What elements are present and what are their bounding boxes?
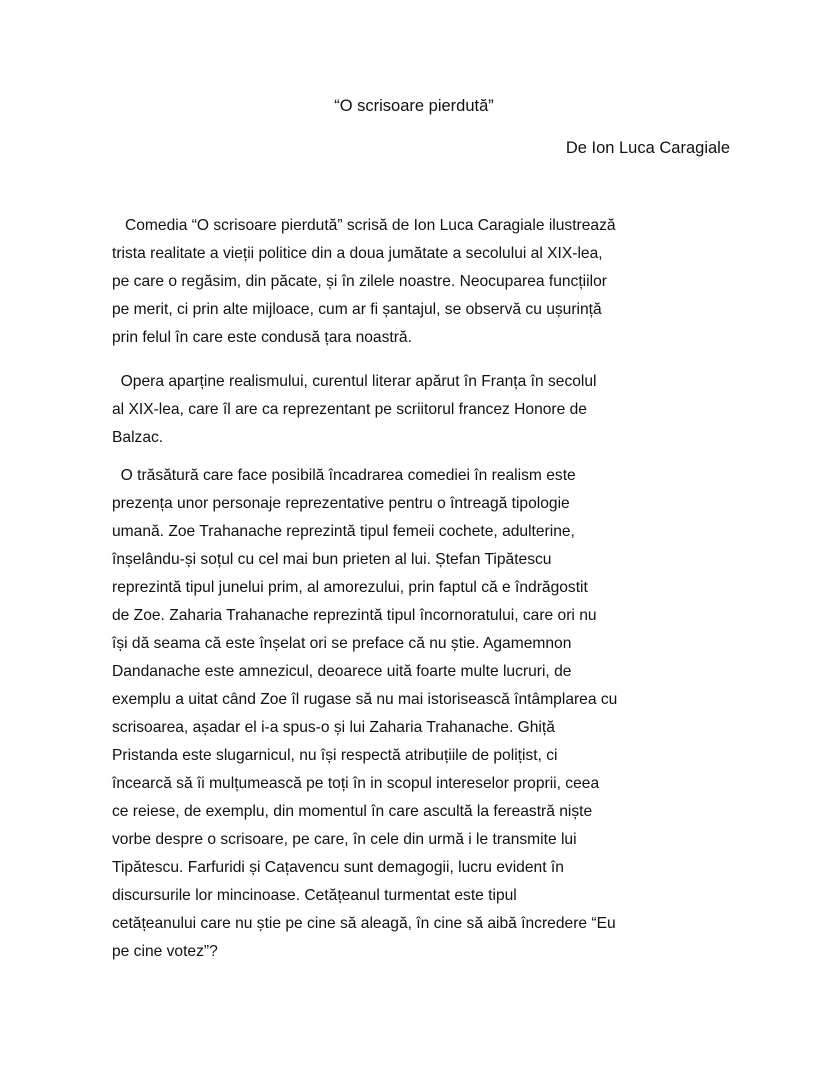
text-line: pe merit, ci prin alte mijloace, cum ar fi șantajul, se observă cu ușurință [112,301,602,318]
text-line: prin felul în care este condusă țara noastră. [112,329,412,346]
text-line: Comedia “O scrisoare pierdută” scrisă de Ion Luca Caragiale ilustrează [112,217,616,234]
text-line: încearcă să îi mulțumească pe toți în in scopul intereselor proprii, ceea [112,775,600,792]
text-line: Tipătescu. Farfuridi și Cațavencu sunt demagogii, lucru evident în [112,859,564,876]
text-line: pe cine votez”? [112,943,218,960]
text-line: vorbe despre o scrisoare, pe care, în cele din urmă i le transmite lui [112,831,577,848]
text-line: de Zoe. Zaharia Trahanache reprezintă tipul încornoratului, care ori nu [112,607,597,624]
text-line: Dandanache este amnezicul, deoarece uită foarte multe lucruri, de [112,663,572,680]
text-line: exemplu a uitat când Zoe îl rugase să nu mai istorisească întâmplarea cu [112,691,618,708]
text-line: reprezintă tipul junelui prim, al amorezului, prin faptul că e îndrăgostit [112,579,588,596]
document-title: “O scrisoare pierdută” [334,97,494,115]
text-line: își dă seama că este înșelat ori se preface că nu știe. Agamemnon [112,635,572,652]
text-line: scrisoarea, așadar el i-a spus-o și lui Zaharia Trahanache. Ghiță [112,719,555,736]
text-line: umană. Zoe Trahanache reprezintă tipul femeii cochete, adulterine, [112,523,575,540]
text-line: Opera aparține realismului, curentul literar apărut în Franța în secolul [112,373,597,390]
text-line: pe care o regăsim, din păcate, și în zilele noastre. Neocuparea funcțiilor [112,273,607,290]
paragraph-characters [112,462,752,966]
text-line: ce reiese, de exemplu, din momentul în care ascultă la fereastră niște [112,803,593,820]
text-line: cetățeanului care nu știe pe cine să aleagă, în cine să aibă încredere “Eu [112,915,616,932]
text-line: discursurile lor mincinoase. Cetățeanul turmentat este tipul [112,887,517,904]
text-line: trista realitate a vieții politice din a doua jumătate a secolului al XIX-lea, [112,245,603,262]
text-line: Pristanda este slugarnicul, nu își respectă atribuțiile de polițist, ci [112,747,558,764]
paragraph-intro [112,212,752,352]
text-line: prezența unor personaje reprezentative pentru o întreagă tipologie [112,495,570,512]
text-line: înșelându-și soțul cu cel mai bun prieten al lui. Ștefan Tipătescu [112,551,552,568]
text-line: O trăsătură care face posibilă încadrarea comediei în realism este [112,467,576,484]
document-author: De Ion Luca Caragiale [565,139,730,157]
text-line: al XIX-lea, care îl are ca reprezentant pe scriitorul francez Honore de [112,401,587,418]
paragraph-realism [112,368,752,452]
text-line: Balzac. [112,429,164,446]
